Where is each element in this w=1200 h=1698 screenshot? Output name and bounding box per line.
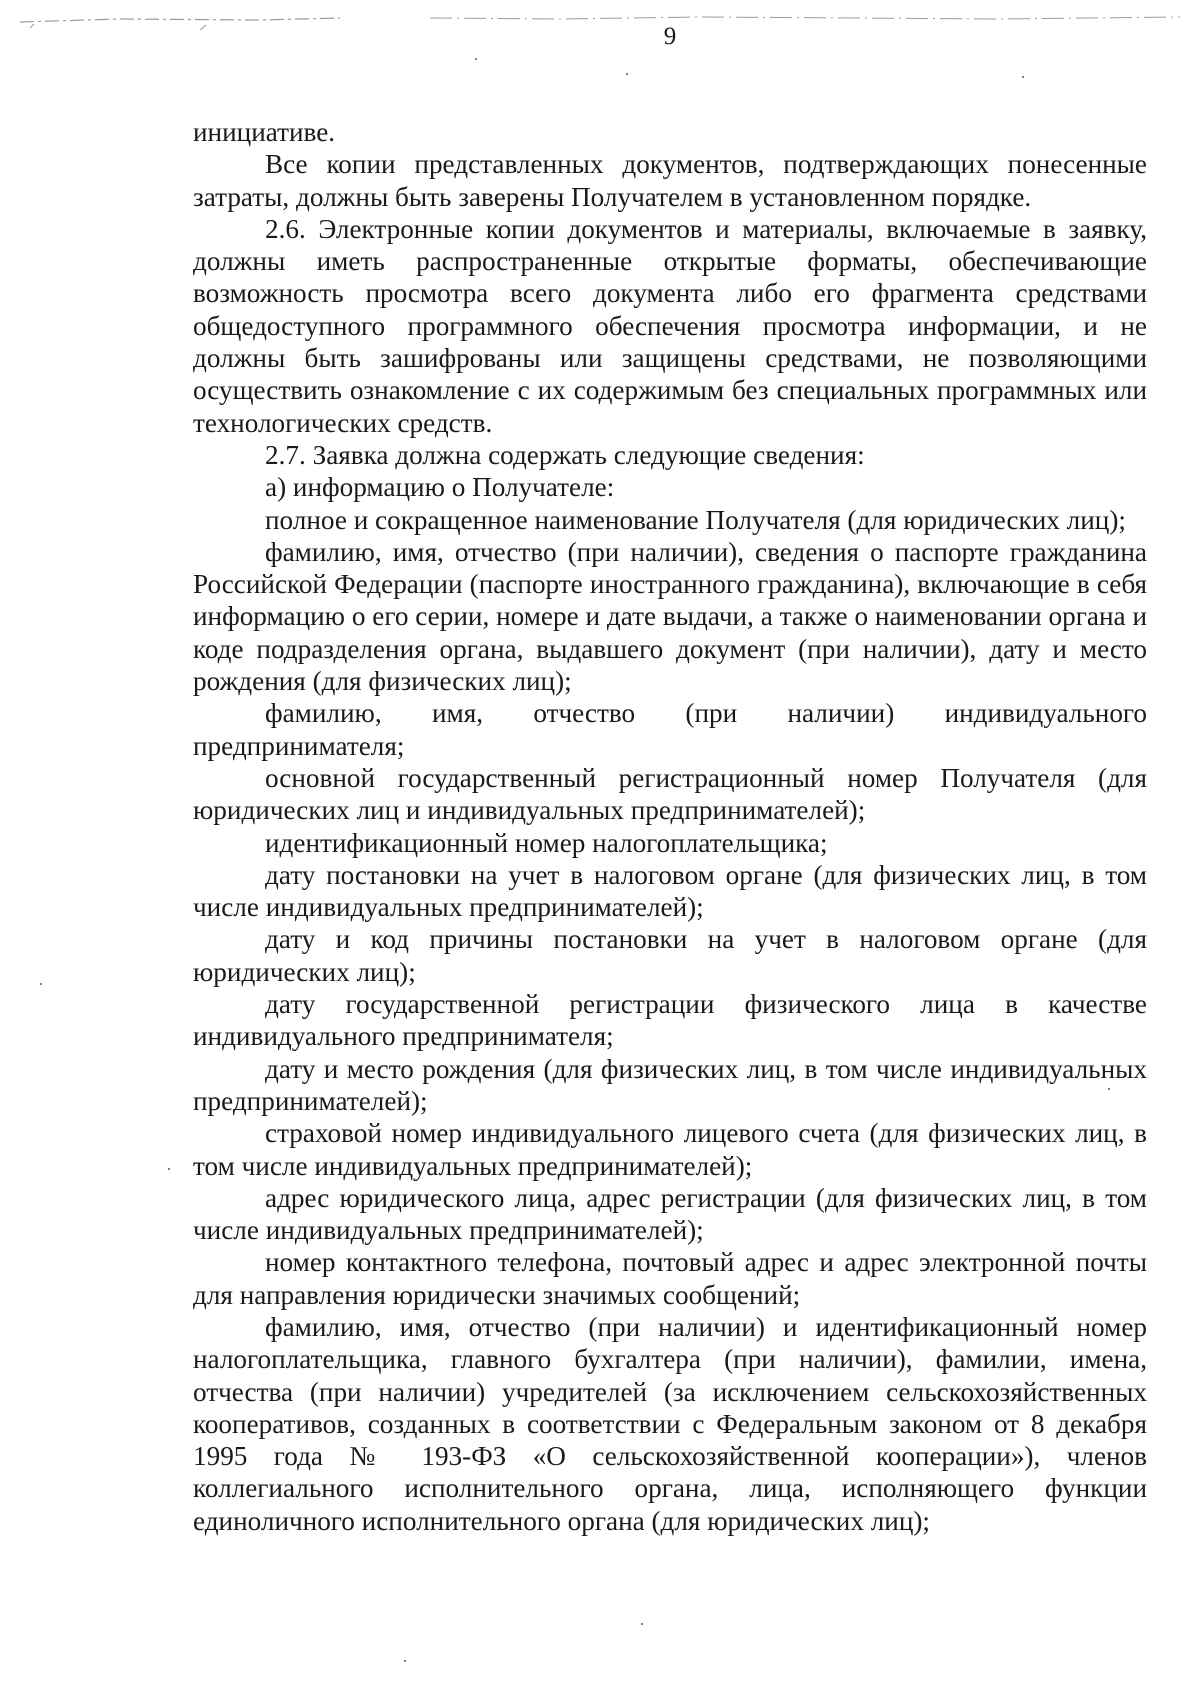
paragraph: фамилию, имя, отчество (при наличии), сведения о паспорте гражданина Российской Федерации (паспорте иностранного гражданина), включающие в себя информацию о его серии, номере и дате выдачи, а также о наименовании органа и коде подразделения органа, выдавшего документ (при наличии), дату и место рождения (для физических лиц); [193,536,1147,697]
paragraph: основной государственный регистрационный номер Получателя (для юридических лиц и индивидуальных предпринимателей); [193,762,1147,826]
paragraph: 2.7. Заявка должна содержать следующие сведения: [265,439,865,470]
paragraph: идентификационный номер налогоплательщика; [265,827,828,858]
paragraph: а) информацию о Получателе: [265,472,615,503]
paragraph: дату и код причины постановки на учет в налоговом органе (для юридических лиц); [193,924,1147,987]
paragraph: инициативе. [193,117,336,147]
paragraph: полное и сокращенное наименование Получателя (для юридических лиц); [265,504,1126,535]
scan-speck [404,1660,406,1662]
scan-speck [40,983,42,985]
paragraph: дату государственной регистрации физического лица в качестве индивидуального предпринимателя; [193,989,1147,1052]
paragraph: адрес юридического лица, адрес регистрации (для физических лиц, в том числе индивидуальных предпринимателей); [193,1182,1147,1246]
page-number: 9 [663,23,677,50]
paragraph: фамилию, имя, отчество (при наличии) и идентификационный номер налогоплательщика, главного бухгалтера (при наличии), фамилии, имена, отчества (при наличии) учредителей (за исключением сельскохозяйственных кооперативов, созданных в соответствии с Федеральным законом от 8 декабря 1995 года № 193-ФЗ «О сельскохозяйственной кооперации»), членов коллегиального исполнительного органа, лица, исполняющего функции единоличного исполнительного органа (для юридических лиц); [193,1311,1147,1536]
scan-speck [168,1168,170,1170]
scan-speck [1022,76,1024,78]
paragraph: 2.6. Электронные копии документов и материалы, включаемые в заявку, должны иметь распространенные открытые форматы, обеспечивающие возможность просмотра всего документа либо его фрагмента средствами общедоступного программного обеспечения просмотра информации, и не должны быть зашифрованы или защищены средствами, не позволяющими осуществить ознакомление с их содержимым без специальных программных или технологических средств. [193,213,1147,438]
paragraph: дату и место рождения (для физических лиц, в том числе индивидуальных предпринимателей); [193,1053,1147,1116]
paragraph: номер контактного телефона, почтовый адрес и адрес электронной почты для направления юридически значимых сообщений; [193,1247,1147,1310]
scan-speck [626,73,628,75]
paragraph: Все копии представленных документов, подтверждающих понесенные затраты, должны быть заверены Получателем в установленном порядке. [193,149,1147,212]
document-body [193,116,1147,1537]
scan-speck [641,1623,643,1625]
paragraph: страховой номер индивидуального лицевого счета (для физических лиц, в том числе индивидуальных предпринимателей); [193,1118,1147,1181]
scan-speck [475,58,477,60]
paragraph: фамилию, имя, отчество (при наличии) индивидуального предпринимателя; [193,698,1147,761]
paragraph: дату постановки на учет в налоговом органе (для физических лиц, в том числе индивидуальных предпринимателей); [193,859,1147,923]
